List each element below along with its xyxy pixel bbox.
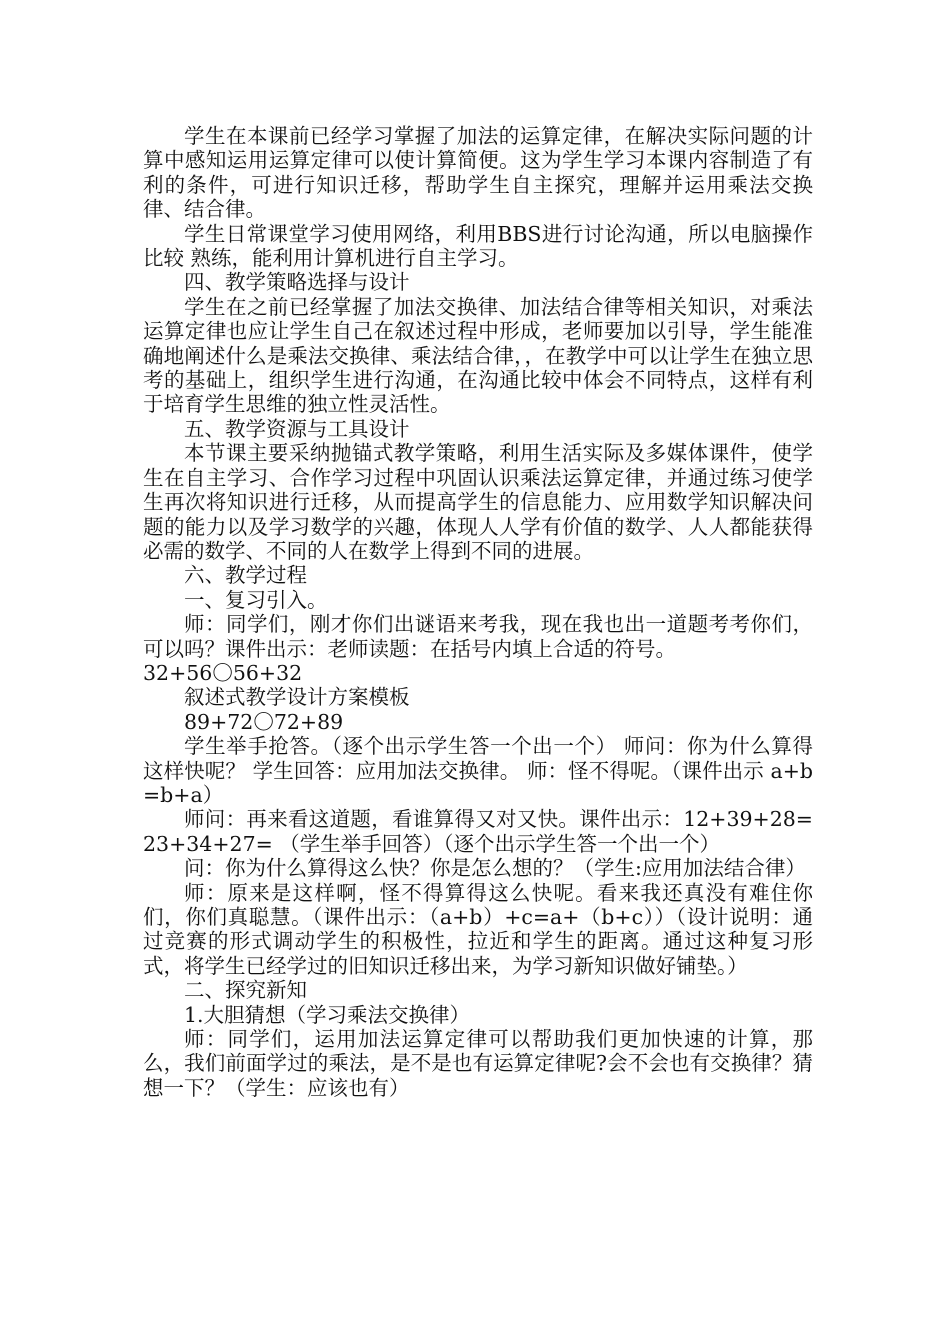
template-title-line: 叙述式教学设计方案模板 [184, 685, 410, 710]
equation-line-1: 32+56〇56+32 [143, 660, 303, 685]
equation-line-2: 89+72〇72+89 [184, 709, 344, 734]
paragraph-learner-prior-knowledge: 学生在本课前已经学习掌握了加法的运算定律，在解决实际问题的计算中感知运用运算定律可以使计算简便。这为学生学习本课内容制造了有利的条件，可进行知识迁移，帮助学生自主探究，理解并运用乘法交换律、结合律。 [143, 124, 813, 222]
paragraph-strategy: 学生在之前已经掌握了加法交换律、加法结合律等相关知识，对乘法运算定律也应让学生自己在叙述过程中形成，老师要加以引导，学生能准确地阐述什么是乘法交换律、乘法结合律，，在教学中可以让学生在独立思考的基础上，组织学生进行沟通，在沟通比较中体会不同特点，这样有利于培育学生思维的独立性灵活性。 [143, 294, 813, 417]
subheading-review: 一、复习引入。 [184, 587, 328, 612]
subheading-guess: 1.大胆猜想（学习乘法交换律） [184, 1002, 471, 1027]
paragraph-resources: 本节课主要采纳抛锚式教学策略，利用生活实际及多媒体课件，使学生在自主学习、合作学习过程中巩固认识乘法运算定律，并通过练习使学生再次将知识进行迁移，从而提高学生的信息能力、应用数学知识解决问题的能力以及学习数学的兴趣，体现人人学有价值的数学、人人都能获得必需的数学、不同的人在数学上得到不同的进展。 [143, 441, 813, 563]
subheading-explore: 二、探究新知 [184, 978, 307, 1003]
paragraph-teacher-question: 师：同学们，刚才你们出谜语来考我，现在我也出一道题考考你们，可以吗？课件出示：老师读题：在括号内填上合适的符号。 [143, 612, 813, 661]
paragraph-network-usage: 学生日常课堂学习使用网络，利用BBS进行讨论沟通，所以电脑操作比较 熟练，能利用计算机进行自主学习。 [143, 221, 813, 271]
paragraph-design-note: 师：原来是这样啊，怪不得算得这么快呢。看来我还真没有难住你们，你们真聪慧。（课件出示：（a+b）+c=a+（b+c））（设计说明：通过竞赛的形式调动学生的积极性，拉近和学生的距离。通过这种复习形式，将学生已经学过的旧知识迁移出来，为学习新知识做好铺垫。） [143, 880, 813, 978]
section-heading-strategy: 四、教学策略选择与设计 [184, 270, 410, 295]
document-page [143, 124, 813, 1100]
paragraph-why-fast: 问：你为什么算得这么快？你是怎么想的？（学生:应用加法结合律） [184, 856, 806, 881]
paragraph-multiplication-question: 师：同学们，运用加法运算定律可以帮助我们更加快速的计算，那么，我们前面学过的乘法，是不是也有运算定律呢?会不会也有交换律？猜想一下？（学生：应该也有） [143, 1027, 813, 1100]
paragraph-second-problem: 师问：再来看这道题，看谁算得又对又快。课件出示：12+39+28= 23+34+27= （学生举手回答）（逐个出示学生答一个出一个） [143, 807, 813, 856]
section-heading-resources: 五、教学资源与工具设计 [184, 416, 410, 441]
paragraph-student-answer: 学生举手抢答。（逐个出示学生答一个出一个） 师问：你为什么算得这样快呢？ 学生回答：应用加法交换律。 师：怪不得呢。（课件出示 a+b=b+a） [143, 734, 813, 807]
section-heading-process: 六、教学过程 [184, 563, 307, 588]
